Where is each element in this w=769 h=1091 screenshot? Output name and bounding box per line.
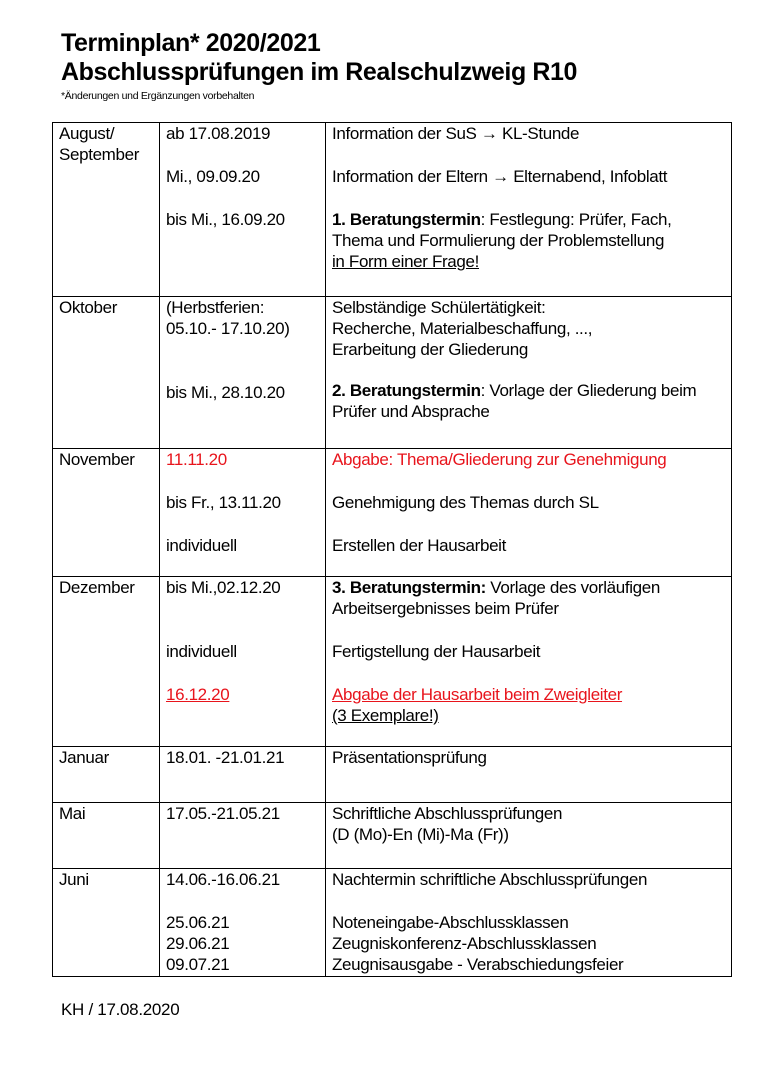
table-row [53, 123, 732, 297]
date-entry: 29.06.21 [166, 934, 230, 953]
activity-note: (3 Exemplare!) [332, 706, 439, 725]
month-label: Mai [59, 804, 86, 823]
month-cell [53, 123, 160, 297]
table-row [53, 869, 732, 977]
date-entry: ab 17.08.2019 [166, 124, 271, 143]
date-entry: bis Mi., 28.10.20 [166, 383, 285, 402]
activity-cell [326, 747, 732, 803]
month-label: August/ September [59, 124, 140, 164]
month-cell [53, 577, 160, 747]
table-row [53, 803, 732, 869]
activity-cell [326, 869, 732, 977]
schedule-table [52, 122, 732, 977]
date-cell [160, 123, 326, 297]
activity-entry: Recherche, Materialbeschaffung, ..., [332, 319, 593, 338]
activity-entry: Information der Eltern → Elternabend, Infoblatt [332, 167, 668, 186]
activity-entry: 2. Beratungstermin: Vorlage der Gliederung beim Prüfer und Absprache [332, 381, 697, 421]
activity-entry: Präsentationsprüfung [332, 748, 487, 767]
arrow-right-icon: → [492, 167, 509, 186]
month-label: Oktober [59, 298, 118, 317]
table-row [53, 577, 732, 747]
footnote-disclaimer: *Änderungen und Ergänzungen vorbehalten [61, 90, 255, 102]
month-label: Juni [59, 870, 89, 889]
date-entry: 05.10.- 17.10.20) [166, 319, 290, 338]
month-cell [53, 869, 160, 977]
date-entry: 09.07.21 [166, 955, 230, 974]
activity-cell [326, 123, 732, 297]
month-label: November [59, 450, 135, 469]
consultation-label: 2. Beratungstermin [332, 381, 481, 400]
consultation-label: 1. Beratungstermin [332, 210, 481, 229]
arrow-right-icon: → [480, 124, 498, 143]
activity-entry: Fertigstellung der Hausarbeit [332, 642, 541, 661]
author-date-signature: KH / 17.08.2020 [61, 1000, 180, 1019]
month-cell [53, 449, 160, 577]
date-cell [160, 297, 326, 449]
activity-entry-highlight: Abgabe der Hausarbeit beim Zweigleiter [332, 685, 623, 704]
activity-cell [326, 803, 732, 869]
activity-entry: Genehmigung des Themas durch SL [332, 493, 599, 512]
activity-entry-highlight: Abgabe: Thema/Gliederung zur Genehmigung [332, 450, 667, 469]
date-entry: bis Mi.,02.12.20 [166, 578, 281, 597]
activity-entry: Erstellen der Hausarbeit [332, 536, 506, 555]
table-row [53, 297, 732, 449]
date-cell [160, 869, 326, 977]
date-entry: bis Fr., 13.11.20 [166, 493, 281, 512]
date-cell [160, 747, 326, 803]
activity-cell [326, 297, 732, 449]
activity-cell [326, 449, 732, 577]
date-entry: 17.05.-21.05.21 [166, 804, 280, 823]
activity-entry: 1. Beratungstermin: Festlegung: Prüfer, Fach, Thema und Formulierung der Problemstellung in Form einer Frage! [332, 210, 672, 271]
date-entry: 18.01. -21.01.21 [166, 748, 285, 767]
activity-entry: Zeugnisausgabe - Verabschiedungsfeier [332, 955, 624, 974]
title-line-1: Terminplan* 2020/2021 [61, 29, 321, 57]
date-entry: Mi., 09.09.20 [166, 167, 260, 186]
date-cell [160, 803, 326, 869]
date-entry: (Herbstferien: [166, 298, 265, 317]
date-entry-highlight: 16.12.20 [166, 685, 230, 704]
table-row [53, 747, 732, 803]
date-entry: bis Mi., 16.09.20 [166, 210, 285, 229]
activity-entry: 3. Beratungstermin: Vorlage des vorläufigen Arbeitsergebnisses beim Prüfer [332, 578, 660, 618]
underlined-note: in Form einer Frage! [332, 252, 479, 271]
activity-entry: Schriftliche Abschlussprüfungen [332, 804, 563, 823]
month-cell [53, 747, 160, 803]
month-cell [53, 297, 160, 449]
document-title [61, 29, 577, 87]
activity-entry: Information der SuS → KL-Stunde [332, 124, 580, 143]
activity-entry: Zeugniskonferenz-Abschlussklassen [332, 934, 597, 953]
activity-entry: (D (Mo)-En (Mi)-Ma (Fr)) [332, 825, 509, 844]
date-entry: individuell [166, 642, 237, 661]
activity-entry: Erarbeitung der Gliederung [332, 340, 528, 359]
activity-entry: Nachtermin schriftliche Abschlussprüfungen [332, 870, 648, 889]
date-cell [160, 449, 326, 577]
activity-cell [326, 577, 732, 747]
activity-entry: Noteneingabe-Abschlussklassen [332, 913, 569, 932]
month-label: Januar [59, 748, 109, 767]
date-cell [160, 577, 326, 747]
activity-entry: Selbständige Schülertätigkeit: [332, 298, 546, 317]
consultation-label: 3. Beratungstermin: [332, 578, 486, 597]
date-entry: 14.06.-16.06.21 [166, 870, 280, 889]
date-entry-highlight: 11.11.20 [166, 450, 227, 469]
month-label: Dezember [59, 578, 135, 597]
title-line-2: Abschlussprüfungen im Realschulzweig R10 [61, 58, 578, 86]
table-row [53, 449, 732, 577]
date-entry: 25.06.21 [166, 913, 230, 932]
month-cell [53, 803, 160, 869]
date-entry: individuell [166, 536, 237, 555]
